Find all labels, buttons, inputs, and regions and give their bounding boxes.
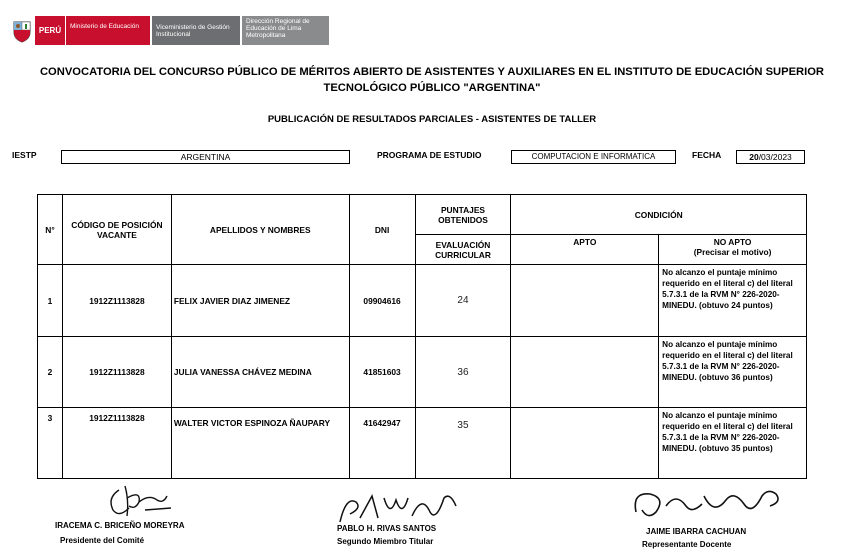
signature-scribble-president [105, 480, 175, 522]
signer-name: IRACEMA C. BRICEÑO MOREYRA [55, 521, 185, 530]
col-header-number: N° [38, 195, 63, 265]
document-title: CONVOCATORIA DEL CONCURSO PÚBLICO DE MÉRITOS ABIERTO DE ASISTENTES Y AUXILIARES EN EL INSTITUTO DE EDUCACIÓN SUPERIOR TECNOLÓGICO PÚBLICO "ARGENTINA" [39, 66, 825, 94]
signature-scribble-teacher-rep [626, 482, 786, 524]
signature-block-president [55, 521, 184, 545]
government-header-logos [8, 16, 329, 45]
row-dni: 41642947 [349, 408, 415, 479]
date-month-year: /03/2023 [758, 152, 792, 162]
row-apto [511, 337, 659, 408]
ministry-label: Ministerio de Educación [65, 16, 150, 45]
row-dni: 09904616 [349, 265, 415, 337]
row-name: FELIX JAVIER DIAZ JIMENEZ [171, 265, 349, 337]
row-code: 1912Z1113828 [62, 337, 171, 408]
coat-of-arms-icon [8, 16, 35, 45]
signer-role: Presidente del Comité [60, 536, 145, 545]
row-name: WALTER VICTOR ESPINOZA ÑAUPARY [171, 408, 349, 479]
program-label: PROGRAMA DE ESTUDIO [377, 150, 482, 160]
table-header-row [38, 195, 807, 235]
signature-block-teacher-rep [642, 527, 747, 549]
col-header-scores: PUNTAJES OBTENIDOS [415, 195, 511, 235]
row-number: 1 [38, 265, 63, 337]
date-label: FECHA [692, 150, 722, 160]
no-apto-note: (Precisar el motivo) [693, 247, 772, 257]
row-dni: 41851603 [349, 337, 415, 408]
regional-directorate-label: Dirección Regional de Educación de Lima Metropolitana [240, 16, 329, 45]
row-score: 35 [415, 408, 511, 479]
col-header-no-apto [659, 235, 807, 265]
col-header-evaluation: EVALUACIÓN CURRICULAR [415, 235, 511, 265]
date-value [736, 150, 805, 164]
row-apto [511, 265, 659, 337]
table-row [38, 337, 807, 408]
signer-role: Segundo Miembro Titular [337, 537, 434, 546]
signer-name: JAIME IBARRA CACHUAN [646, 527, 747, 536]
col-header-names: APELLIDOS Y NOMBRES [171, 195, 349, 265]
col-header-condition: CONDICIÓN [511, 195, 807, 235]
signature-scribble-second-member [332, 488, 462, 528]
program-value: COMPUTACION E INFORMATICA [511, 150, 676, 164]
table-row [38, 408, 807, 479]
row-number: 3 [38, 408, 63, 479]
signer-role: Representante Docente [642, 540, 732, 549]
row-reason: No alcanzo el puntaje mínimo requerido en el literal c) del literal 5.7.3.1 de la RVM N° 226-2020- MINEDU. (obtuvo 35 puntos) [659, 408, 807, 479]
row-name: JULIA VANESSA CHÁVEZ MEDINA [171, 337, 349, 408]
row-code: 1912Z1113828 [62, 408, 171, 479]
col-header-apto: APTO [511, 235, 659, 265]
row-reason: No alcanzo el puntaje mínimo requerido en el literal c) del literal 5.7.3.1 de la RVM N° 226-2020-MINEDU. (obtuvo 24 puntos) [659, 265, 807, 337]
results-table [37, 194, 807, 479]
row-apto [511, 408, 659, 479]
row-code: 1912Z1113828 [62, 265, 171, 337]
col-header-code: CÓDIGO DE POSICIÓN VACANTE [62, 195, 171, 265]
viceministry-label: Viceministerio de Gestión Institucional [150, 16, 240, 45]
peru-badge: PERÚ [35, 16, 65, 45]
signer-name: PABLO H. RIVAS SANTOS [337, 524, 437, 533]
iestp-value: ARGENTINA [61, 150, 350, 164]
col-header-dni: DNI [349, 195, 415, 265]
document-subtitle: PUBLICACIÓN DE RESULTADOS PARCIALES - ASISTENTES DE TALLER [267, 114, 597, 125]
row-score: 24 [415, 265, 511, 337]
table-row [38, 265, 807, 337]
iestp-label: IESTP [12, 150, 37, 160]
no-apto-label: NO APTO [713, 237, 752, 247]
row-number: 2 [38, 337, 63, 408]
row-reason: No alcanzo el puntaje mínimo requerido en el literal c) del literal 5.7.3.1 de la RVM N° 226-2020- MINEDU. (obtuvo 36 puntos) [659, 337, 807, 408]
signature-block-second-member [337, 524, 436, 546]
row-score: 36 [415, 337, 511, 408]
date-day: 20 [749, 152, 759, 162]
